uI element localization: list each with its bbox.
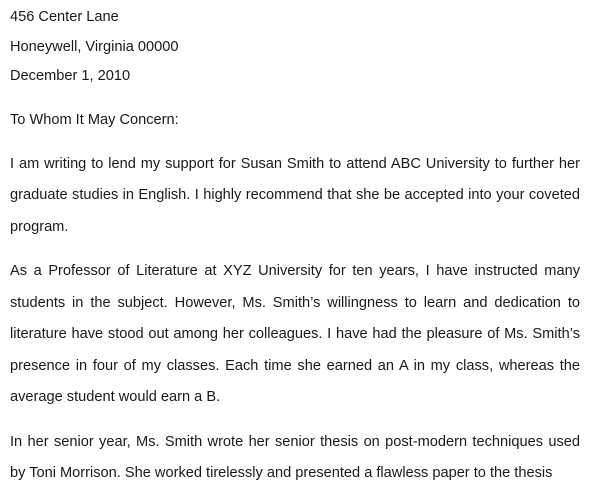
address-city-state-zip: Honeywell, Virginia 00000 [10, 38, 179, 55]
body-paragraph-1: I am writing to lend my support for Susan Smith to attend ABC University to further her graduate studies in English. I highly recommend that she be accepted into your coveted program. [10, 155, 580, 235]
body-paragraph-3: In her senior year, Ms. Smith wrote her senior thesis on post-modern techniques used by Toni Morrison. She worked tirelessly and presented a flawless paper to the thesis [10, 433, 580, 481]
salutation: To Whom It May Concern: [10, 111, 179, 128]
letter-date: December 1, 2010 [10, 68, 131, 84]
body-paragraph-2: As a Professor of Literature at XYZ University for ten years, I have instructed many students in the subject. However, Ms. Smith’s willingness to learn and dedication to literature have stood out among her colleagues. I have had the pleasure of Ms. Smith’s presence in four of my classes. Each time she earned an A in my class, whereas the average student would earn a B. [10, 263, 580, 405]
sender-address-block [10, 3, 580, 92]
letter-document [10, 0, 580, 490]
address-street: 456 Center Lane [10, 9, 119, 25]
